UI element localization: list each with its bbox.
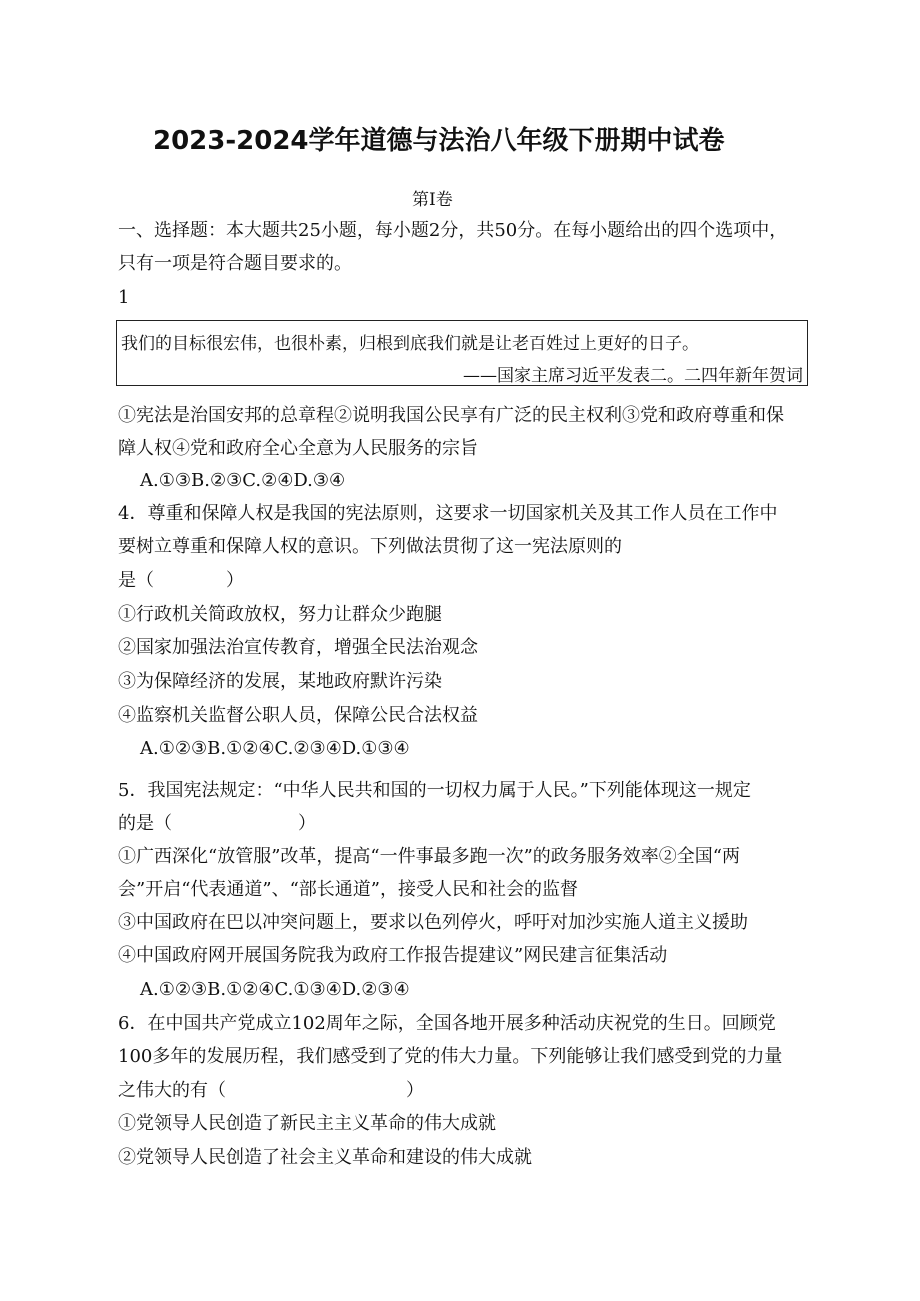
q4-line-1: 4．尊重和保障人权是我国的宪法原则，这要求一切国家机关及其工作人员在工作中: [118, 503, 778, 524]
q4-options: A.①②③B.①②④C.②③④D.①③④: [140, 738, 410, 759]
q5-line-1: 5．我国宪法规定：“中华人民共和国的一切权力属于人民。”下列能体现这一规定: [118, 780, 751, 801]
q5-item-1a: ①广西深化“放管服”改革，提高“一件事最多跑一次”的政务服务效率②全国“两: [118, 846, 741, 867]
q4-item-2: ②国家加强法治宣传教育，增强全民法治观念: [118, 637, 478, 658]
quote-box: [116, 320, 808, 386]
q6-line-3: 之伟大的有（ ）: [118, 1080, 424, 1101]
page-title: 2023-2024学年道德与法治八年级下册期中试卷: [153, 126, 725, 156]
q6-item-2: ②党领导人民创造了社会主义革命和建设的伟大成就: [118, 1147, 532, 1168]
q5-item-1b: 会”开启“代表通道”、“部长通道”，接受人民和社会的监督: [118, 879, 579, 900]
q4-item-1: ①行政机关简政放权，努力让群众少跑腿: [118, 604, 442, 625]
quote-text: 我们的目标很宏伟，也很朴素，归根到底我们就是让老百姓过上更好的日子。: [121, 334, 699, 354]
quote-source: ——国家主席习近平发表二。二四年新年贺词: [463, 366, 803, 386]
q6-line-1: 6．在中国共产党成立102周年之际，全国各地开展多种活动庆祝党的生日。回顾党: [118, 1013, 776, 1034]
instructions-line-1: 一、选择题：本大题共25小题，每小题2分，共50分。在每小题给出的四个选项中，: [118, 220, 788, 241]
q5-item-4: ④中国政府网开展国务院我为政府工作报告提建议”网民建言征集活动: [118, 945, 668, 966]
q5-options: A.①②③B.①②④C.①③④D.②③④: [140, 979, 410, 1000]
question-1-number: 1: [118, 287, 130, 308]
q4-item-3: ③为保障经济的发展，某地政府默许污染: [118, 671, 442, 692]
instructions-line-2: 只有一项是符合题目要求的。: [118, 253, 352, 274]
q5-item-3: ③中国政府在巴以冲突问题上，要求以色列停火，呼吁对加沙实施人道主义援助: [118, 912, 748, 933]
q1-statements-line-2: 障人权④党和政府全心全意为人民服务的宗旨: [118, 438, 478, 459]
section-label: 第I卷: [412, 190, 453, 210]
q4-line-3: 是（ ）: [118, 570, 244, 591]
q6-line-2: 100多年的发展历程，我们感受到了党的伟大力量。下列能够让我们感受到党的力量: [118, 1046, 783, 1067]
q4-line-2: 要树立尊重和保障人权的意识。下列做法贯彻了这一宪法原则的: [118, 536, 622, 557]
q1-options: A.①③B.②③C.②④D.③④: [140, 470, 346, 491]
q4-item-4: ④监察机关监督公职人员，保障公民合法权益: [118, 705, 478, 726]
q5-line-2: 的是（ ）: [118, 813, 316, 834]
q1-statements-line-1: ①宪法是治国安邦的总章程②说明我国公民享有广泛的民主权利③党和政府尊重和保: [118, 405, 784, 426]
q6-item-1: ①党领导人民创造了新民主主义革命的伟大成就: [118, 1113, 496, 1134]
